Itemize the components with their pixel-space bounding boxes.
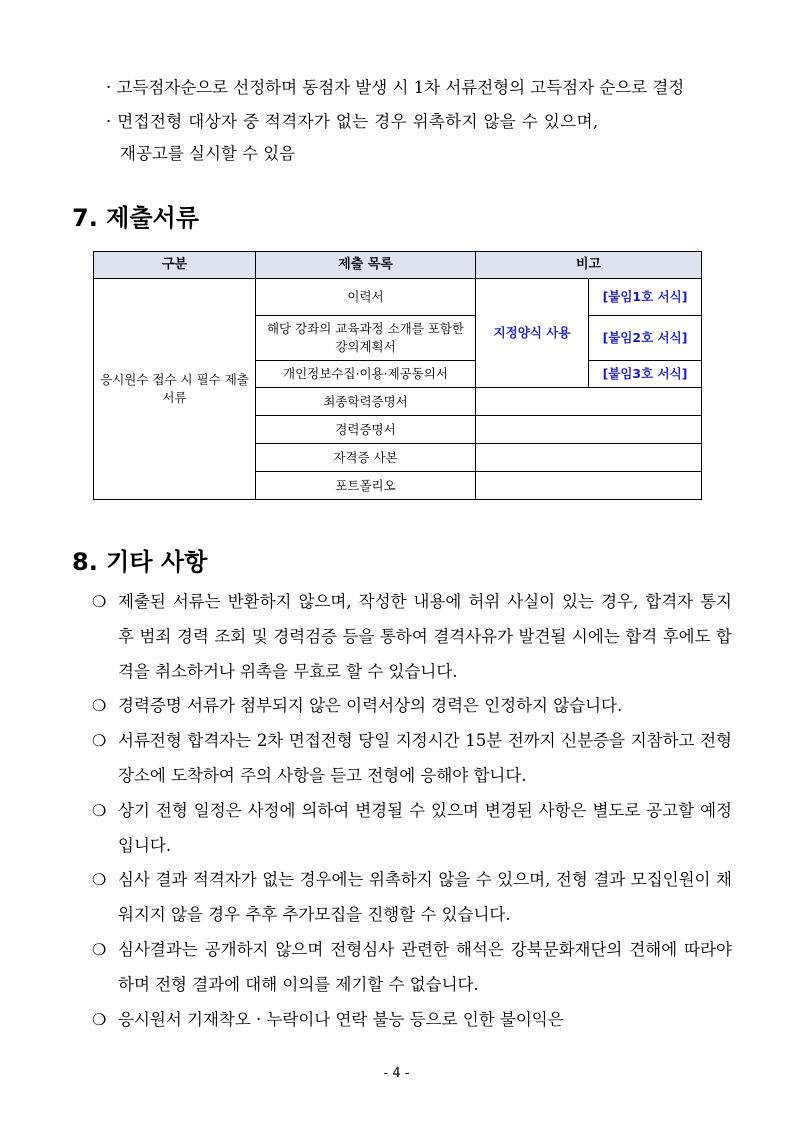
item-cell: 해당 강좌의 교육과정 소개를 포함한 강의계획서 (256, 316, 476, 361)
intro-bullet-2-continued: 재공고를 실시할 수 있음 (120, 144, 296, 163)
category-cell: 응시원수 접수 시 필수 제출 서류 (94, 279, 256, 500)
circle-bullet-icon: ❍ (92, 870, 107, 890)
note-cell: [붙임1호 서식] (589, 279, 702, 316)
section-7-title: 7. 제출서류 (72, 204, 199, 232)
table-row (94, 279, 702, 316)
note-cell-empty (476, 472, 702, 500)
note-cell-empty (476, 416, 702, 444)
header-category: 구분 (94, 252, 256, 279)
intro-bullet-2: · 면접전형 대상자 중 적격자가 없는 경우 위촉하지 않을 수 있으며, (106, 112, 599, 131)
note-cell-empty (476, 388, 702, 416)
item-cell: 경력증명서 (256, 416, 476, 444)
item-cell: 포트폴리오 (256, 472, 476, 500)
circle-bullet-icon: ❍ (92, 1009, 107, 1029)
list-item: ❍ 제출된 서류는 반환하지 않으며, 작성한 내용에 허위 사실이 있는 경우, 합격자 통지 후 범죄 경력 조회 및 경력검증 등을 통하여 결격사유가 발견될 시에는 합격 후에도 합격을 취소하거나 위촉을 무효로 할 수 있습니다. (92, 585, 732, 689)
circle-bullet-icon: ❍ (92, 592, 107, 611)
page-number: - 4 - (383, 1066, 410, 1081)
circle-bullet-icon: ❍ (92, 731, 107, 751)
item-cell: 개인정보수집·이용·제공동의서 (256, 361, 476, 388)
list-item: ❍ 심사결과는 공개하지 않으며 전형심사 관련한 해석은 강북문화재단의 견해에 따라야 하며 전형 결과에 대해 이의를 제기할 수 없습니다. (92, 933, 732, 1003)
intro-bullet-1: · 고득점자순으로 선정하며 동점자 발생 시 1차 서류전형의 고득점자 순으로 결정 (106, 78, 685, 97)
item-cell: 이력서 (256, 279, 476, 316)
note-cell: [붙임2호 서식] (589, 316, 702, 361)
list-item: ❍ 응시원서 기재착오 · 누락이나 연락 불능 등으로 인한 불이익은 (92, 1003, 732, 1038)
header-items: 제출 목록 (256, 252, 476, 279)
note-cell: [붙임3호 서식] (589, 361, 702, 388)
circle-bullet-icon: ❍ (92, 939, 107, 959)
list-item: ❍ 심사 결과 적격자가 없는 경우에는 위촉하지 않을 수 있으며, 전형 결과 모집인원이 채워지지 않을 경우 추후 추가모집을 진행할 수 있습니다. (92, 863, 732, 933)
note-cell-empty (476, 444, 702, 472)
designated-form-cell: 지정양식 사용 (476, 279, 589, 388)
item-cell: 최종학력증명서 (256, 388, 476, 416)
documents-table (93, 251, 702, 500)
list-item: ❍ 상기 전형 일정은 사정에 의하여 변경될 수 있으며 변경된 사항은 별도로 공고할 예정입니다. (92, 794, 732, 864)
item-cell: 자격증 사본 (256, 444, 476, 472)
list-item: ❍ 서류전형 합격자는 2차 면접전형 당일 지정시간 15분 전까지 신분증을 지참하고 전형 장소에 도착하여 주의 사항을 듣고 전형에 응해야 합니다. (92, 724, 732, 794)
circle-bullet-icon: ❍ (92, 696, 107, 716)
notice-list (92, 585, 732, 1037)
list-item: ❍ 경력증명 서류가 첨부되지 않은 이력서상의 경력은 인정하지 않습니다. (92, 689, 732, 724)
header-notes: 비고 (476, 252, 702, 279)
table-header-row (94, 252, 702, 279)
section-8-title: 8. 기타 사항 (72, 548, 208, 576)
circle-bullet-icon: ❍ (92, 800, 107, 820)
